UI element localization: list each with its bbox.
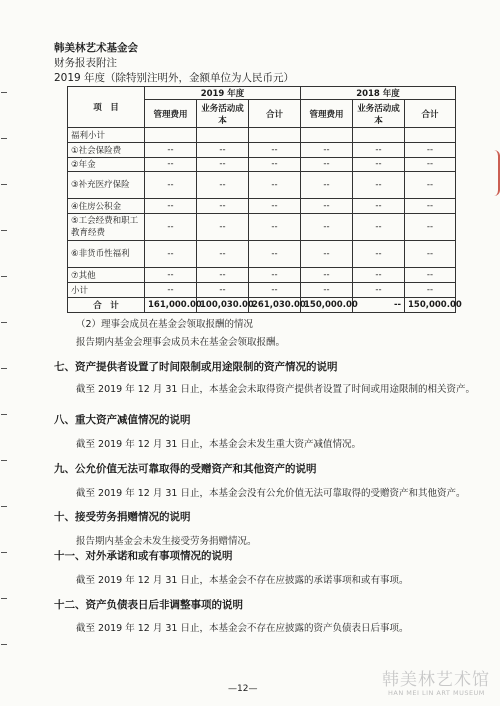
table-row bbox=[68, 199, 456, 214]
section-title: 十一、对外承诺和或有事项情况的说明 bbox=[54, 550, 233, 562]
paragraph: 截至 2019 年 12 月 31 日止，本基金会未取得资产提供者设置了时间或用途限制的相关资产。 bbox=[76, 384, 475, 395]
section-title: 十二、资产负债表日后非调整事项的说明 bbox=[54, 599, 243, 611]
margin-mark bbox=[1, 138, 7, 139]
cell: -- bbox=[197, 268, 249, 283]
row-label: 福利小计 bbox=[68, 128, 145, 143]
cell: -- bbox=[301, 282, 353, 297]
cell: -- bbox=[197, 172, 249, 199]
cell: -- bbox=[197, 214, 249, 241]
col-biz: 业务活动成本 bbox=[197, 100, 249, 128]
org-name: 韩美林艺术基金会 bbox=[54, 42, 138, 54]
col-total: 合计 bbox=[249, 100, 301, 128]
cell: 150,000.00 bbox=[301, 297, 353, 312]
cell: -- bbox=[249, 241, 301, 268]
doc-title: 财务报表附注 bbox=[54, 57, 117, 69]
cell: -- bbox=[405, 282, 456, 297]
col-mgmt: 管理费用 bbox=[145, 100, 197, 128]
cell: -- bbox=[405, 268, 456, 283]
cell: -- bbox=[249, 157, 301, 172]
margin-mark bbox=[1, 644, 7, 645]
table-row bbox=[68, 172, 456, 199]
cell bbox=[197, 128, 249, 143]
cell: -- bbox=[145, 282, 197, 297]
margin-mark bbox=[1, 322, 7, 323]
margin-mark bbox=[1, 92, 7, 93]
table-row bbox=[68, 214, 456, 241]
cell: -- bbox=[197, 241, 249, 268]
cell: -- bbox=[249, 268, 301, 283]
cell bbox=[301, 128, 353, 143]
watermark-cn: 韩美林艺术馆 bbox=[382, 670, 490, 690]
paragraph: 报告期内基金会未发生接受劳务捐赠情况。 bbox=[76, 536, 257, 547]
cell: -- bbox=[249, 282, 301, 297]
row-label: ⑥非货币性福利 bbox=[68, 241, 145, 268]
watermark-en: HAN MEI LIN ART MUSEUM bbox=[388, 689, 485, 697]
cell: -- bbox=[405, 172, 456, 199]
section-title: 八、重大资产减值情况的说明 bbox=[54, 414, 191, 426]
margin-mark bbox=[1, 368, 7, 369]
cell: 150,000.00 bbox=[405, 297, 456, 312]
section-title: 七、资产提供者设置了时间限制或用途限制的资产情况的说明 bbox=[54, 361, 338, 373]
cell: -- bbox=[249, 199, 301, 214]
paragraph: 截至 2019 年 12 月 31 日止，本基金会没有公允价值无法可靠取得的受赠资产和其他资产。 bbox=[76, 488, 466, 499]
cell: -- bbox=[145, 157, 197, 172]
row-label: 合 计 bbox=[68, 297, 145, 312]
cell: -- bbox=[145, 172, 197, 199]
cell: -- bbox=[405, 214, 456, 241]
row-label: ⑤工会经费和职工教育经费 bbox=[68, 214, 145, 241]
row-label: ①社会保险费 bbox=[68, 142, 145, 157]
cell: -- bbox=[197, 199, 249, 214]
cell: -- bbox=[301, 241, 353, 268]
page-number: —12— bbox=[228, 684, 258, 694]
cell: -- bbox=[145, 241, 197, 268]
cell: -- bbox=[197, 142, 249, 157]
section-title: 十、接受劳务捐赠情况的说明 bbox=[54, 511, 191, 523]
cell: -- bbox=[145, 268, 197, 283]
margin-mark bbox=[1, 230, 7, 231]
cell: -- bbox=[301, 214, 353, 241]
row-label: ③补充医疗保险 bbox=[68, 172, 145, 199]
col-mgmt: 管理费用 bbox=[301, 100, 353, 128]
cell: -- bbox=[301, 199, 353, 214]
margin-mark bbox=[1, 552, 7, 553]
col-biz: 业务活动成本 bbox=[353, 100, 405, 128]
cell: -- bbox=[301, 268, 353, 283]
cell: -- bbox=[197, 157, 249, 172]
year-2019-header: 2019 年度 bbox=[145, 87, 301, 100]
row-label: ④住房公积金 bbox=[68, 199, 145, 214]
cell: -- bbox=[301, 157, 353, 172]
cell: -- bbox=[353, 142, 405, 157]
cell: -- bbox=[405, 157, 456, 172]
cell: -- bbox=[405, 199, 456, 214]
row-label: 小计 bbox=[68, 282, 145, 297]
cell bbox=[249, 128, 301, 143]
cell: -- bbox=[405, 241, 456, 268]
cell bbox=[405, 128, 456, 143]
margin-mark bbox=[1, 460, 7, 461]
cell: -- bbox=[405, 142, 456, 157]
cell bbox=[145, 128, 197, 143]
welfare-table bbox=[67, 86, 462, 313]
cell: -- bbox=[353, 199, 405, 214]
cell: -- bbox=[353, 157, 405, 172]
cell: -- bbox=[145, 214, 197, 241]
table-row bbox=[68, 157, 456, 172]
col-total: 合计 bbox=[405, 100, 456, 128]
cell: -- bbox=[353, 241, 405, 268]
table-row bbox=[68, 241, 456, 268]
cell: -- bbox=[197, 282, 249, 297]
cell: -- bbox=[145, 142, 197, 157]
total-row bbox=[68, 297, 456, 312]
margin-mark bbox=[1, 276, 7, 277]
margin-mark bbox=[1, 184, 7, 185]
museum-watermark bbox=[382, 665, 494, 701]
item-header: 项 目 bbox=[68, 87, 145, 128]
year-2018-header: 2018 年度 bbox=[301, 87, 456, 100]
table-header-row bbox=[68, 87, 456, 100]
cell: -- bbox=[249, 214, 301, 241]
cell: -- bbox=[301, 172, 353, 199]
cell: -- bbox=[353, 282, 405, 297]
cell: -- bbox=[249, 172, 301, 199]
margin-mark bbox=[1, 598, 7, 599]
row-label: ②年金 bbox=[68, 157, 145, 172]
cell: -- bbox=[353, 297, 405, 312]
paragraph: 截至 2019 年 12 月 31 日止，本基金会未发生重大资产减值情况。 bbox=[76, 439, 361, 450]
cell bbox=[353, 128, 405, 143]
cell: -- bbox=[249, 142, 301, 157]
table-row bbox=[68, 142, 456, 157]
cell: -- bbox=[145, 199, 197, 214]
cell: -- bbox=[353, 214, 405, 241]
paragraph: 报告期内基金会理事会成员未在基金会领取报酬。 bbox=[76, 337, 286, 348]
row-label: ⑦其他 bbox=[68, 268, 145, 283]
subsection-title: （2）理事会成员在基金会领取报酬的情况 bbox=[76, 319, 254, 330]
cell: 161,000.00 bbox=[145, 297, 197, 312]
table-row bbox=[68, 128, 456, 143]
margin-mark bbox=[1, 414, 7, 415]
cell: -- bbox=[301, 142, 353, 157]
table-row bbox=[68, 268, 456, 283]
cell: -- bbox=[353, 268, 405, 283]
table-row bbox=[68, 282, 456, 297]
paragraph: 截至 2019 年 12 月 31 日止，本基金会不存在应披露的承诺事项和或有事项。 bbox=[76, 575, 409, 586]
binding-mark bbox=[494, 150, 500, 196]
paragraph: 截至 2019 年 12 月 31 日止，本基金会不存在应披露的资产负债表日后事项。 bbox=[76, 623, 409, 634]
cell: -- bbox=[353, 172, 405, 199]
cell: 261,030.00 bbox=[249, 297, 301, 312]
section-title: 九、公允价值无法可靠取得的受赠资产和其他资产的说明 bbox=[54, 463, 317, 475]
doc-note: 2019 年度（除特别注明外，金额单位为人民币元） bbox=[54, 72, 295, 84]
margin-mark bbox=[1, 506, 7, 507]
cell: 100,030.00 bbox=[197, 297, 249, 312]
